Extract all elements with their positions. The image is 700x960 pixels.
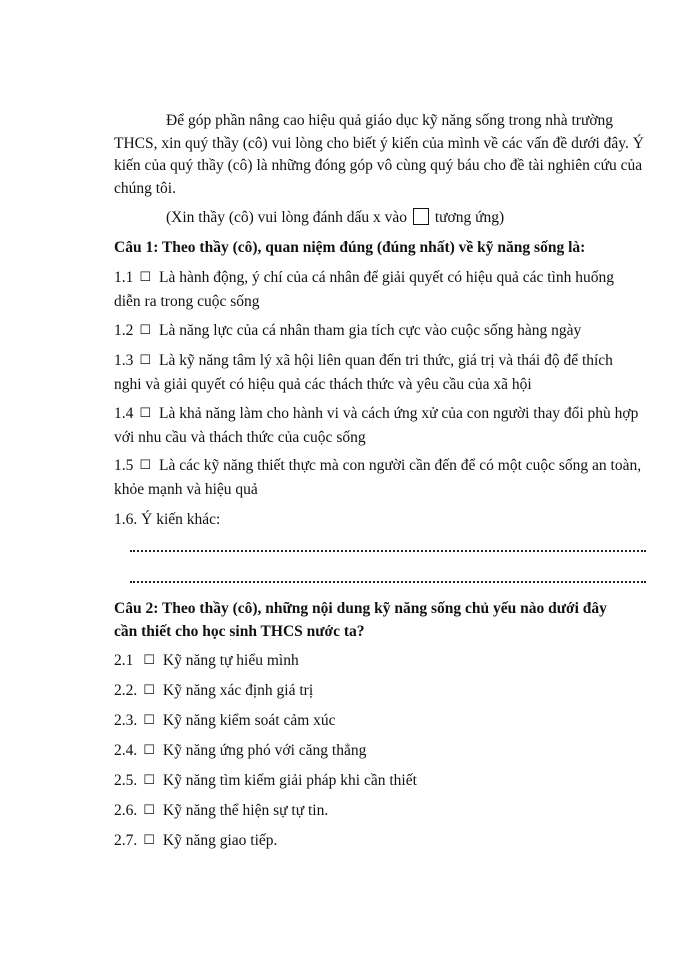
instruction-line (166, 207, 504, 229)
question-1-title: Câu 1: Theo thầy (cô), quan niệm đúng (đúng nhất) về kỹ năng sống là: (114, 239, 586, 256)
checkbox-2-1[interactable]: ☐ (143, 653, 155, 668)
option-number: 2.2. (114, 682, 138, 699)
checkbox-2-3[interactable]: ☐ (143, 713, 155, 728)
option-2-2 (114, 680, 644, 704)
option-2-5 (114, 770, 644, 794)
checkbox-2-7[interactable]: ☐ (143, 833, 155, 848)
option-2-4 (114, 740, 644, 764)
option-number: 2.1 (114, 652, 134, 669)
option-number: 1.5 (114, 457, 134, 474)
option-number: 2.6. (114, 802, 138, 819)
question-2-title: Câu 2: Theo thầy (cô), những nội dung kỹ năng sống chủ yếu nào dưới đây cần thiết cho học sinh THCS nước ta? (114, 600, 607, 640)
option-1-6-label: 1.6. Ý kiến khác: (114, 511, 221, 528)
option-text: Kỹ năng tự hiểu mình (162, 652, 299, 669)
instruction-text-after: tương ứng) (434, 209, 505, 226)
option-text: Là các kỹ năng thiết thực mà con người cần đến để có một cuộc sống an toàn, khỏe mạnh và hiệu quả (114, 457, 642, 498)
option-number: 2.5. (114, 772, 138, 789)
checkbox-1-1[interactable]: ☐ (139, 270, 152, 285)
checkbox-sample-icon (413, 208, 429, 225)
option-text: Là kỹ năng tâm lý xã hội liên quan đến tri thức, giá trị và thái độ để thích nghi và giải quyết có hiệu quả các thách thức và yêu cầu của xã hội (114, 352, 613, 393)
option-2-6 (114, 800, 644, 824)
option-text: Kỹ năng thể hiện sự tự tin. (162, 802, 329, 819)
option-text: Kỹ năng tìm kiếm giải pháp khi cần thiết (162, 772, 417, 789)
checkbox-1-4[interactable]: ☐ (139, 406, 152, 421)
checkbox-1-3[interactable]: ☐ (139, 353, 152, 368)
intro-paragraph: Để góp phần nâng cao hiệu quả giáo dục kỹ năng sống trong nhà trường THCS, xin quý thầy (cô) vui lòng cho biết ý kiến của mình về các vấn đề dưới đây. Ý kiến của quý thầy (cô) là những đóng góp vô cùng quý báu cho đề tài nghiên cứu của chúng tôi. (114, 112, 644, 197)
option-1-3 (114, 350, 644, 396)
option-1-5 (114, 455, 644, 501)
instruction-text-before: (Xin thầy (cô) vui lòng đánh dấu x vào (166, 209, 408, 226)
option-number: 1.1 (114, 269, 134, 286)
option-2-7 (114, 830, 644, 854)
option-number: 2.3. (114, 712, 138, 729)
checkbox-2-5[interactable]: ☐ (143, 773, 155, 788)
option-number: 1.3 (114, 352, 134, 369)
option-number: 2.4. (114, 742, 138, 759)
option-number: 1.4 (114, 405, 134, 422)
checkbox-2-6[interactable]: ☐ (143, 803, 155, 818)
checkbox-2-2[interactable]: ☐ (143, 683, 155, 698)
option-text: Là năng lực của cá nhân tham gia tích cực vào cuộc sống hàng ngày (159, 322, 582, 339)
option-2-1 (114, 650, 644, 674)
checkbox-1-2[interactable]: ☐ (139, 323, 152, 338)
option-text: Kỹ năng xác định giá trị (162, 682, 314, 699)
option-number: 1.2 (114, 322, 134, 339)
option-1-1 (114, 267, 644, 313)
option-text: Kỹ năng ứng phó với căng thẳng (162, 742, 367, 759)
option-text: Là hành động, ý chí của cá nhân để giải quyết có hiệu quả các tình huống diễn ra trong cuộc sống (114, 269, 614, 310)
option-number: 2.7. (114, 832, 138, 849)
option-text: Kỹ năng kiểm soát cảm xúc (162, 712, 336, 729)
option-text: Kỹ năng giao tiếp. (162, 832, 278, 849)
checkbox-1-5[interactable]: ☐ (139, 458, 152, 473)
option-2-3 (114, 710, 644, 734)
other-opinion-line-2[interactable] (130, 573, 646, 583)
other-opinion-line-1[interactable] (130, 542, 646, 552)
option-text: Là khả năng làm cho hành vi và cách ứng xử của con người thay đổi phù hợp với nhu cầu và thách thức của cuộc sống (114, 405, 639, 446)
checkbox-2-4[interactable]: ☐ (143, 743, 155, 758)
option-1-2 (114, 320, 644, 344)
option-1-4 (114, 403, 644, 449)
